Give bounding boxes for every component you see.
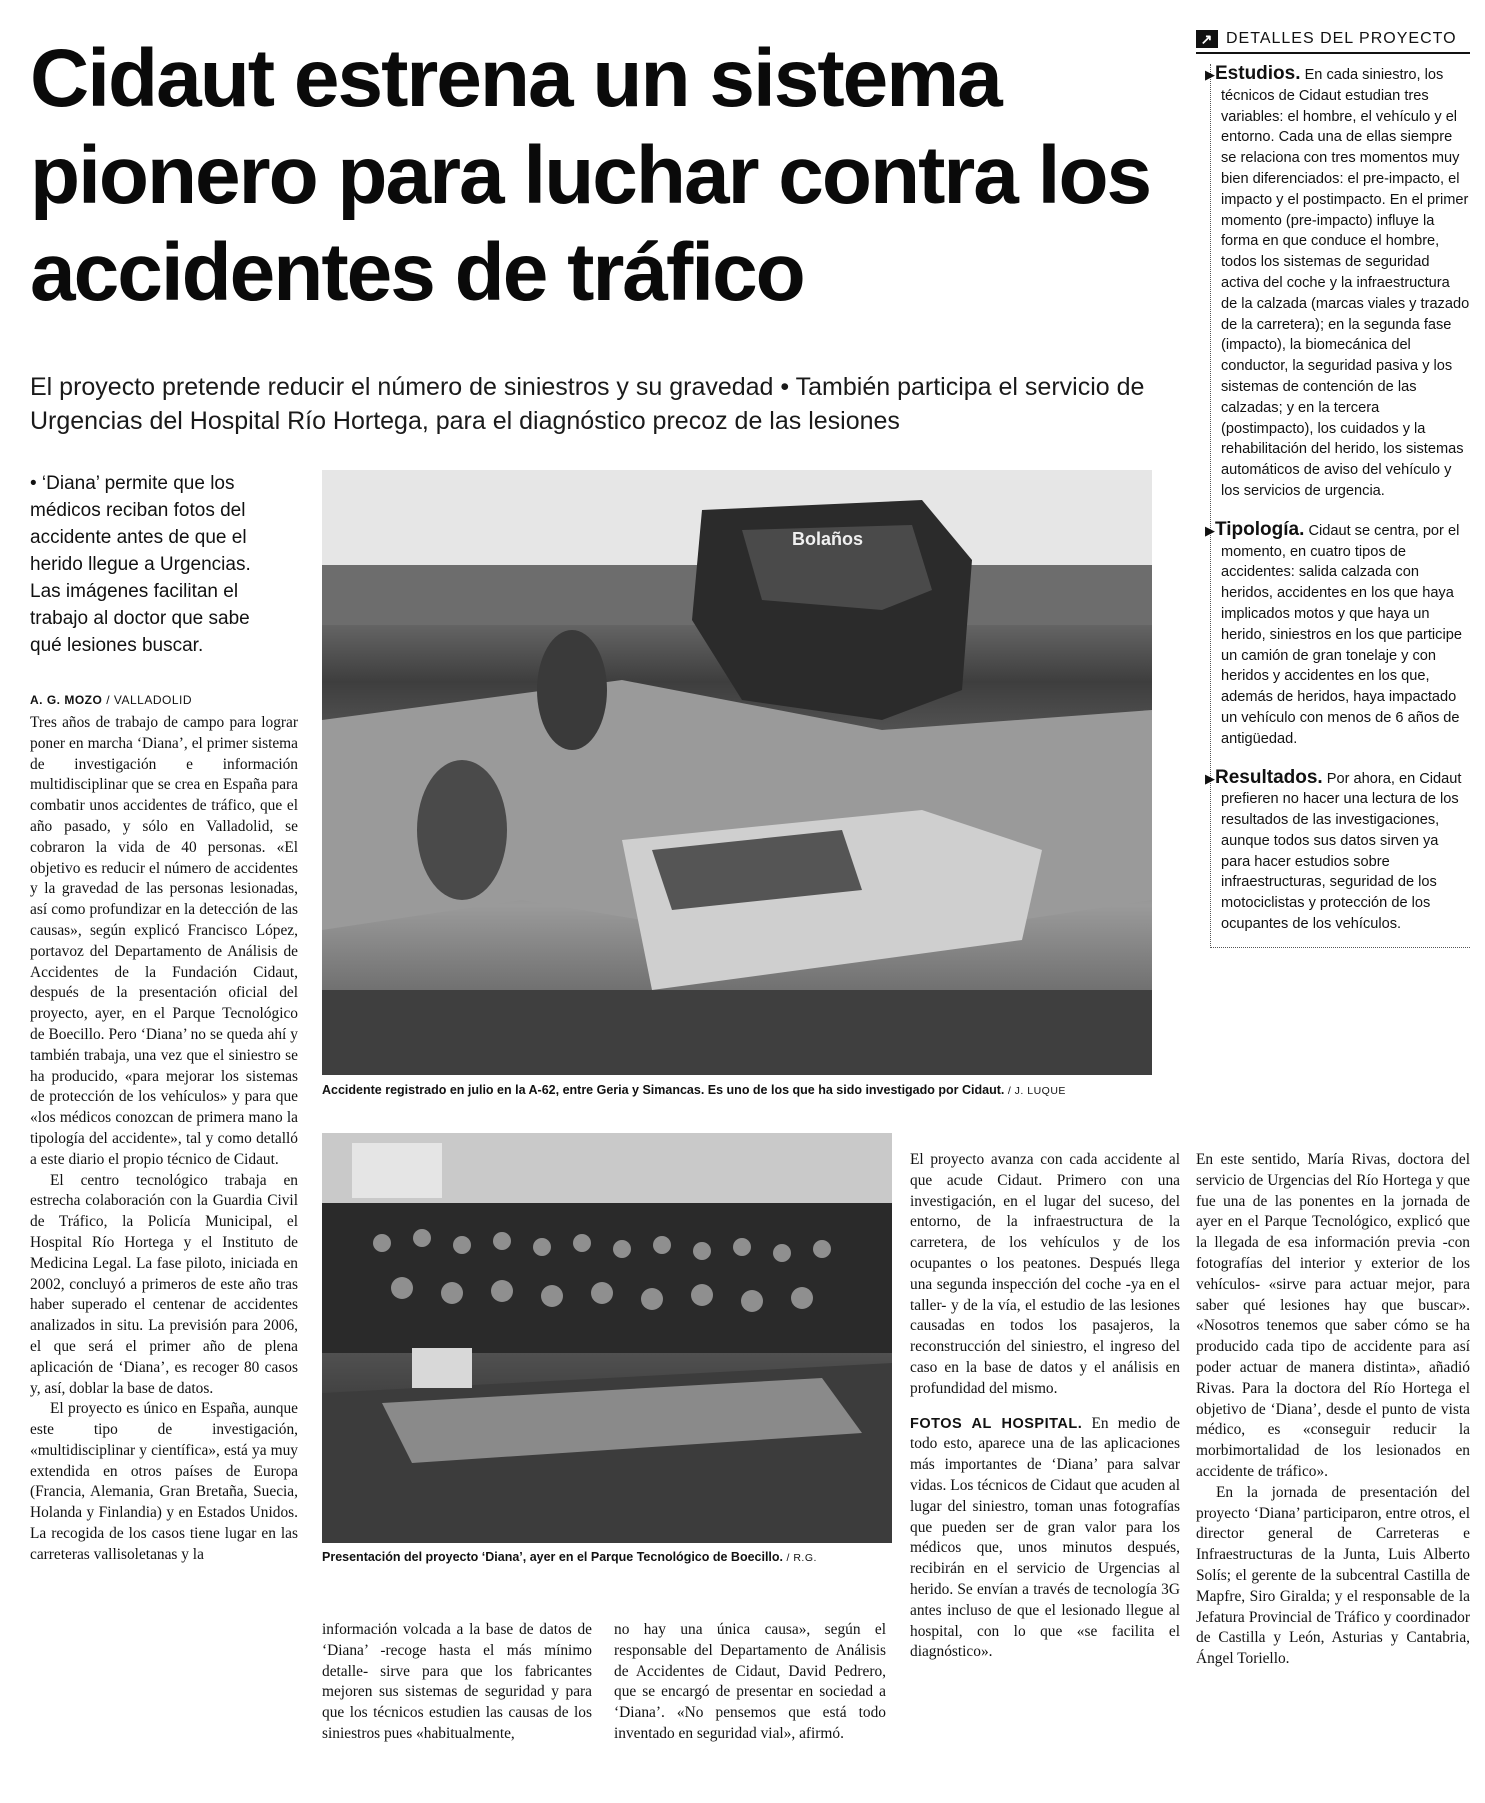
body-paragraph: En este sentido, María Rivas, doctora del servicio de Urgencias del Río Hortega y que fue una de las ponentes en la jornada de ayer en el Parque Tecnológico, explicó que la llegada de esa información previa -con fotografías del interior y exterior de los vehículos- «sirve para actuar mejor, para saber qué lesiones hay que buscar». «Nosotros tenemos que saber cómo se ha producido cada tipo de accidente para así poder actuar de manera distinta», añadió Rivas. Para la doctora del Río Hortega el objetivo de ‘Diana’, desde el punto de vista médico, es «conseguir reducir la morbimortalidad de los lesionados en accidente de tráfico». bbox=[1196, 1151, 1470, 1480]
sidebar-item-text: Cidaut se centra, por el momento, en cuatro tipos de accidentes: salida calzada con heridos, accidentes en los que haya implicados motos y que haya un herido, siniestros en los que participe un camión de gran tonelaje y con heridos y accidentes en los que, además de heridos, haya impactado un vehículo con menos de 6 años de antigüedad. bbox=[1221, 522, 1462, 747]
accident-caption-text: Accidente registrado en julio en la A-62, entre Geria y Simancas. Es uno de los que ha sido investigado por Cidaut. bbox=[322, 1083, 1005, 1097]
body-column-5 bbox=[1196, 1150, 1470, 1670]
byline-author: A. G. MOZO bbox=[30, 693, 103, 707]
body-column-2 bbox=[322, 1620, 592, 1745]
body-paragraph: Tres años de trabajo de campo para lograr poner en marcha ‘Diana’, el primer sistema de investigación e información multidisciplinar que se crea en España para combatir unos accidentes de tráfico, que el año pasado, y sólo en Valladolid, se cobraron la vida de 40 personas. «El objetivo es reducir el número de accidentes y la gravedad de las personas lesionadas, así como profundizar en la detección de las causas», según explicó Francisco López, portavoz del Departamento de Análisis de Accidentes de la Fundación Cidaut, después de la presentación oficial del proyecto, ayer, en el Parque Tecnológico de Boecillo. Pero ‘Diana’ no se queda ahí y también trabaja, una vez que el siniestro se ha producido, «para mejorar los sistemas de protección de los vehículos» y para que «los médicos conozcan de primera mano la tipología del accidente», tal y como detalló a este diario el propio técnico de Cidaut. bbox=[30, 714, 298, 1168]
accident-photo bbox=[322, 470, 1152, 1075]
body-paragraph: El centro tecnológico trabaja en estrecha colaboración con la Guardia Civil de Tráfico, la Policía Municipal, el Hospital Río Hortega y el Instituto de Medicina Legal. La fase piloto, iniciada en 2002, concluyó a primeros de este año tras haber superado el centenar de accidentes analizados in situ. La previsión para 2006, el que será el primer año de plena aplicación de ‘Diana’, es recoger 80 casos y, así, doblar la base de datos. bbox=[30, 1171, 298, 1397]
sidebar-item-heading: Tipología. bbox=[1215, 518, 1305, 540]
body-paragraph: En la jornada de presentación del proyecto ‘Diana’ participaron, entre otros, el director general de Carreteras e Infraestructuras de la Junta, Luis Alberto Solís; el gerente de la subcentral Castilla de Mapfre, Siro Giralda; y el responsable de la Jefatura Provincial de Tráfico y coordinador de Castilla y León, Asturias y Cantabria, Ángel Toriello. bbox=[1196, 1483, 1470, 1668]
presentation-photo bbox=[322, 1133, 892, 1543]
byline-location: / VALLADOLID bbox=[106, 693, 192, 707]
body-paragraph bbox=[910, 1414, 1180, 1664]
body-column-3 bbox=[614, 1620, 886, 1745]
pointer-icon: ▶ bbox=[1205, 522, 1215, 538]
presentation-photo-caption bbox=[322, 1549, 892, 1566]
body-paragraph: información volcada a la base de datos de ‘Diana’ -recoge hasta el más mínimo detalle- sirve para que los fabricantes mejoren sus sistemas de seguridad y para que los técnicos estudien las causas de los siniestros pues «habitualmente, bbox=[322, 1621, 592, 1742]
lede-summary: • ‘Diana’ permite que los médicos reciban fotos del accidente antes de que el herido llegue a Urgencias. Las imágenes facilitan el trabajo al doctor que sabe qué lesiones buscar. bbox=[30, 473, 251, 656]
sidebar-item bbox=[1205, 63, 1470, 502]
body-paragraph: El proyecto avanza con cada accidente al que acude Cidaut. Primero con una investigación, en el lugar del suceso, del entorno, de la infraestructura de la carretera, de los vehículos y de los ocupantes o los peatones. Después llega una segunda inspección del coche -ya en el taller- y de la vía, el estudio de las lesiones causadas en todos los pasajeros, la reconstrucción del siniestro, el ingreso del caso en la base de datos y el análisis en profundidad del mismo. bbox=[910, 1151, 1180, 1397]
sidebar-item-text: Por ahora, en Cidaut prefieren no hacer una lectura de los resultados de las investigaciones, aunque todos sus datos sirven ya para hacer estudios sobre infraestructuras, seguridad de los motociclistas y protección de los ocupantes de los vehículos. bbox=[1221, 770, 1462, 933]
byline bbox=[30, 693, 300, 707]
sidebar-title: DETALLES DEL PROYECTO bbox=[1226, 30, 1457, 47]
headline: Cidaut estrena un sistema pionero para luchar contra los accidentes de tráfico bbox=[30, 33, 1151, 318]
subheadline: El proyecto pretende reducir el número de siniestros y su gravedad • También participa el servicio de Urgencias del Hospital Río Hortega, para el diagnóstico precoz de las lesiones bbox=[30, 373, 1145, 435]
body-paragraph: El proyecto es único en España, aunque este tipo de investigación, «multidisciplinar y científica», está ya muy extendida en otros países de Europa (Francia, Alemania, Gran Bretaña, Suecia, Holanda y Finlandia) y en Estados Unidos. La recogida de los casos tiene lugar en las carreteras vallisoletanas y la bbox=[30, 1400, 298, 1563]
accident-photo-credit: / J. LUQUE bbox=[1007, 1085, 1066, 1097]
trend-icon: ↗ bbox=[1196, 30, 1218, 48]
sidebar-header bbox=[1196, 30, 1470, 54]
sidebar-item bbox=[1205, 766, 1470, 935]
sidebar-item bbox=[1205, 518, 1470, 750]
accident-photo-illustration bbox=[322, 470, 1152, 1075]
project-details-sidebar bbox=[1196, 30, 1470, 1100]
van-sign-text: Bolaños bbox=[792, 529, 864, 549]
presentation-photo-illustration bbox=[322, 1133, 892, 1543]
section-heading-fotos: FOTOS AL HOSPITAL. bbox=[910, 1415, 1083, 1432]
body-column-1 bbox=[30, 713, 298, 1566]
sidebar-item-heading: Estudios. bbox=[1215, 63, 1301, 84]
sidebar-item-text: En cada siniestro, los técnicos de Cidaut estudian tres variables: el hombre, el vehículo y el entorno. Cada una de ellas siempre se relaciona con tres momentos muy bien diferenciados: el pre-impacto, el impacto y el postimpacto. En el primer momento (pre-impacto) influye la forma en que conduce el hombre, todos los sistemas de seguridad activa del coche y la infraestructura de la calzada (marcas viales y trazado de la carretera); en la segunda fase (impacto), la biomecánica del conductor, la seguridad pasiva y los sistemas de contención de las calzadas; y en la tercera (postimpacto), los cuidados y la rehabilitación del herido, los sistemas automáticos de aviso del vehículo y los servicios de urgencia. bbox=[1221, 67, 1470, 499]
presentation-caption-text: Presentación del proyecto ‘Diana’, ayer en el Parque Tecnológico de Boecillo. bbox=[322, 1550, 784, 1564]
pointer-icon: ▶ bbox=[1205, 770, 1215, 786]
body-paragraph: no hay una única causa», según el responsable del Departamento de Análisis de Accidentes de Cidaut, David Pedrero, que se encargó de presentar en sociedad a ‘Diana’. «No pensemos que está todo inventado en seguridad vial», afirmó. bbox=[614, 1621, 886, 1742]
sidebar-item-heading: Resultados. bbox=[1215, 766, 1323, 788]
presentation-photo-credit: / R.G. bbox=[786, 1552, 817, 1564]
sidebar-body bbox=[1205, 63, 1470, 948]
body-column-4 bbox=[910, 1150, 1180, 1663]
section-text-fotos: En medio de todo esto, aparece una de las aplicaciones más importantes de ‘Diana’ para salvar vidas. Los técnicos de Cidaut que acuden al lugar del siniestro, toman unas fotografías que pueden ser de gran valor para los médicos que, unos minutos después, recibirán en el servicio de Urgencias al herido. Se envían a través de tecnología 3G antes incluso de que el lesionado llegue al hospital, con lo que «se facilita el diagnóstico». bbox=[910, 1414, 1180, 1661]
pointer-icon: ▶ bbox=[1205, 67, 1215, 82]
accident-photo-caption bbox=[322, 1082, 1162, 1099]
